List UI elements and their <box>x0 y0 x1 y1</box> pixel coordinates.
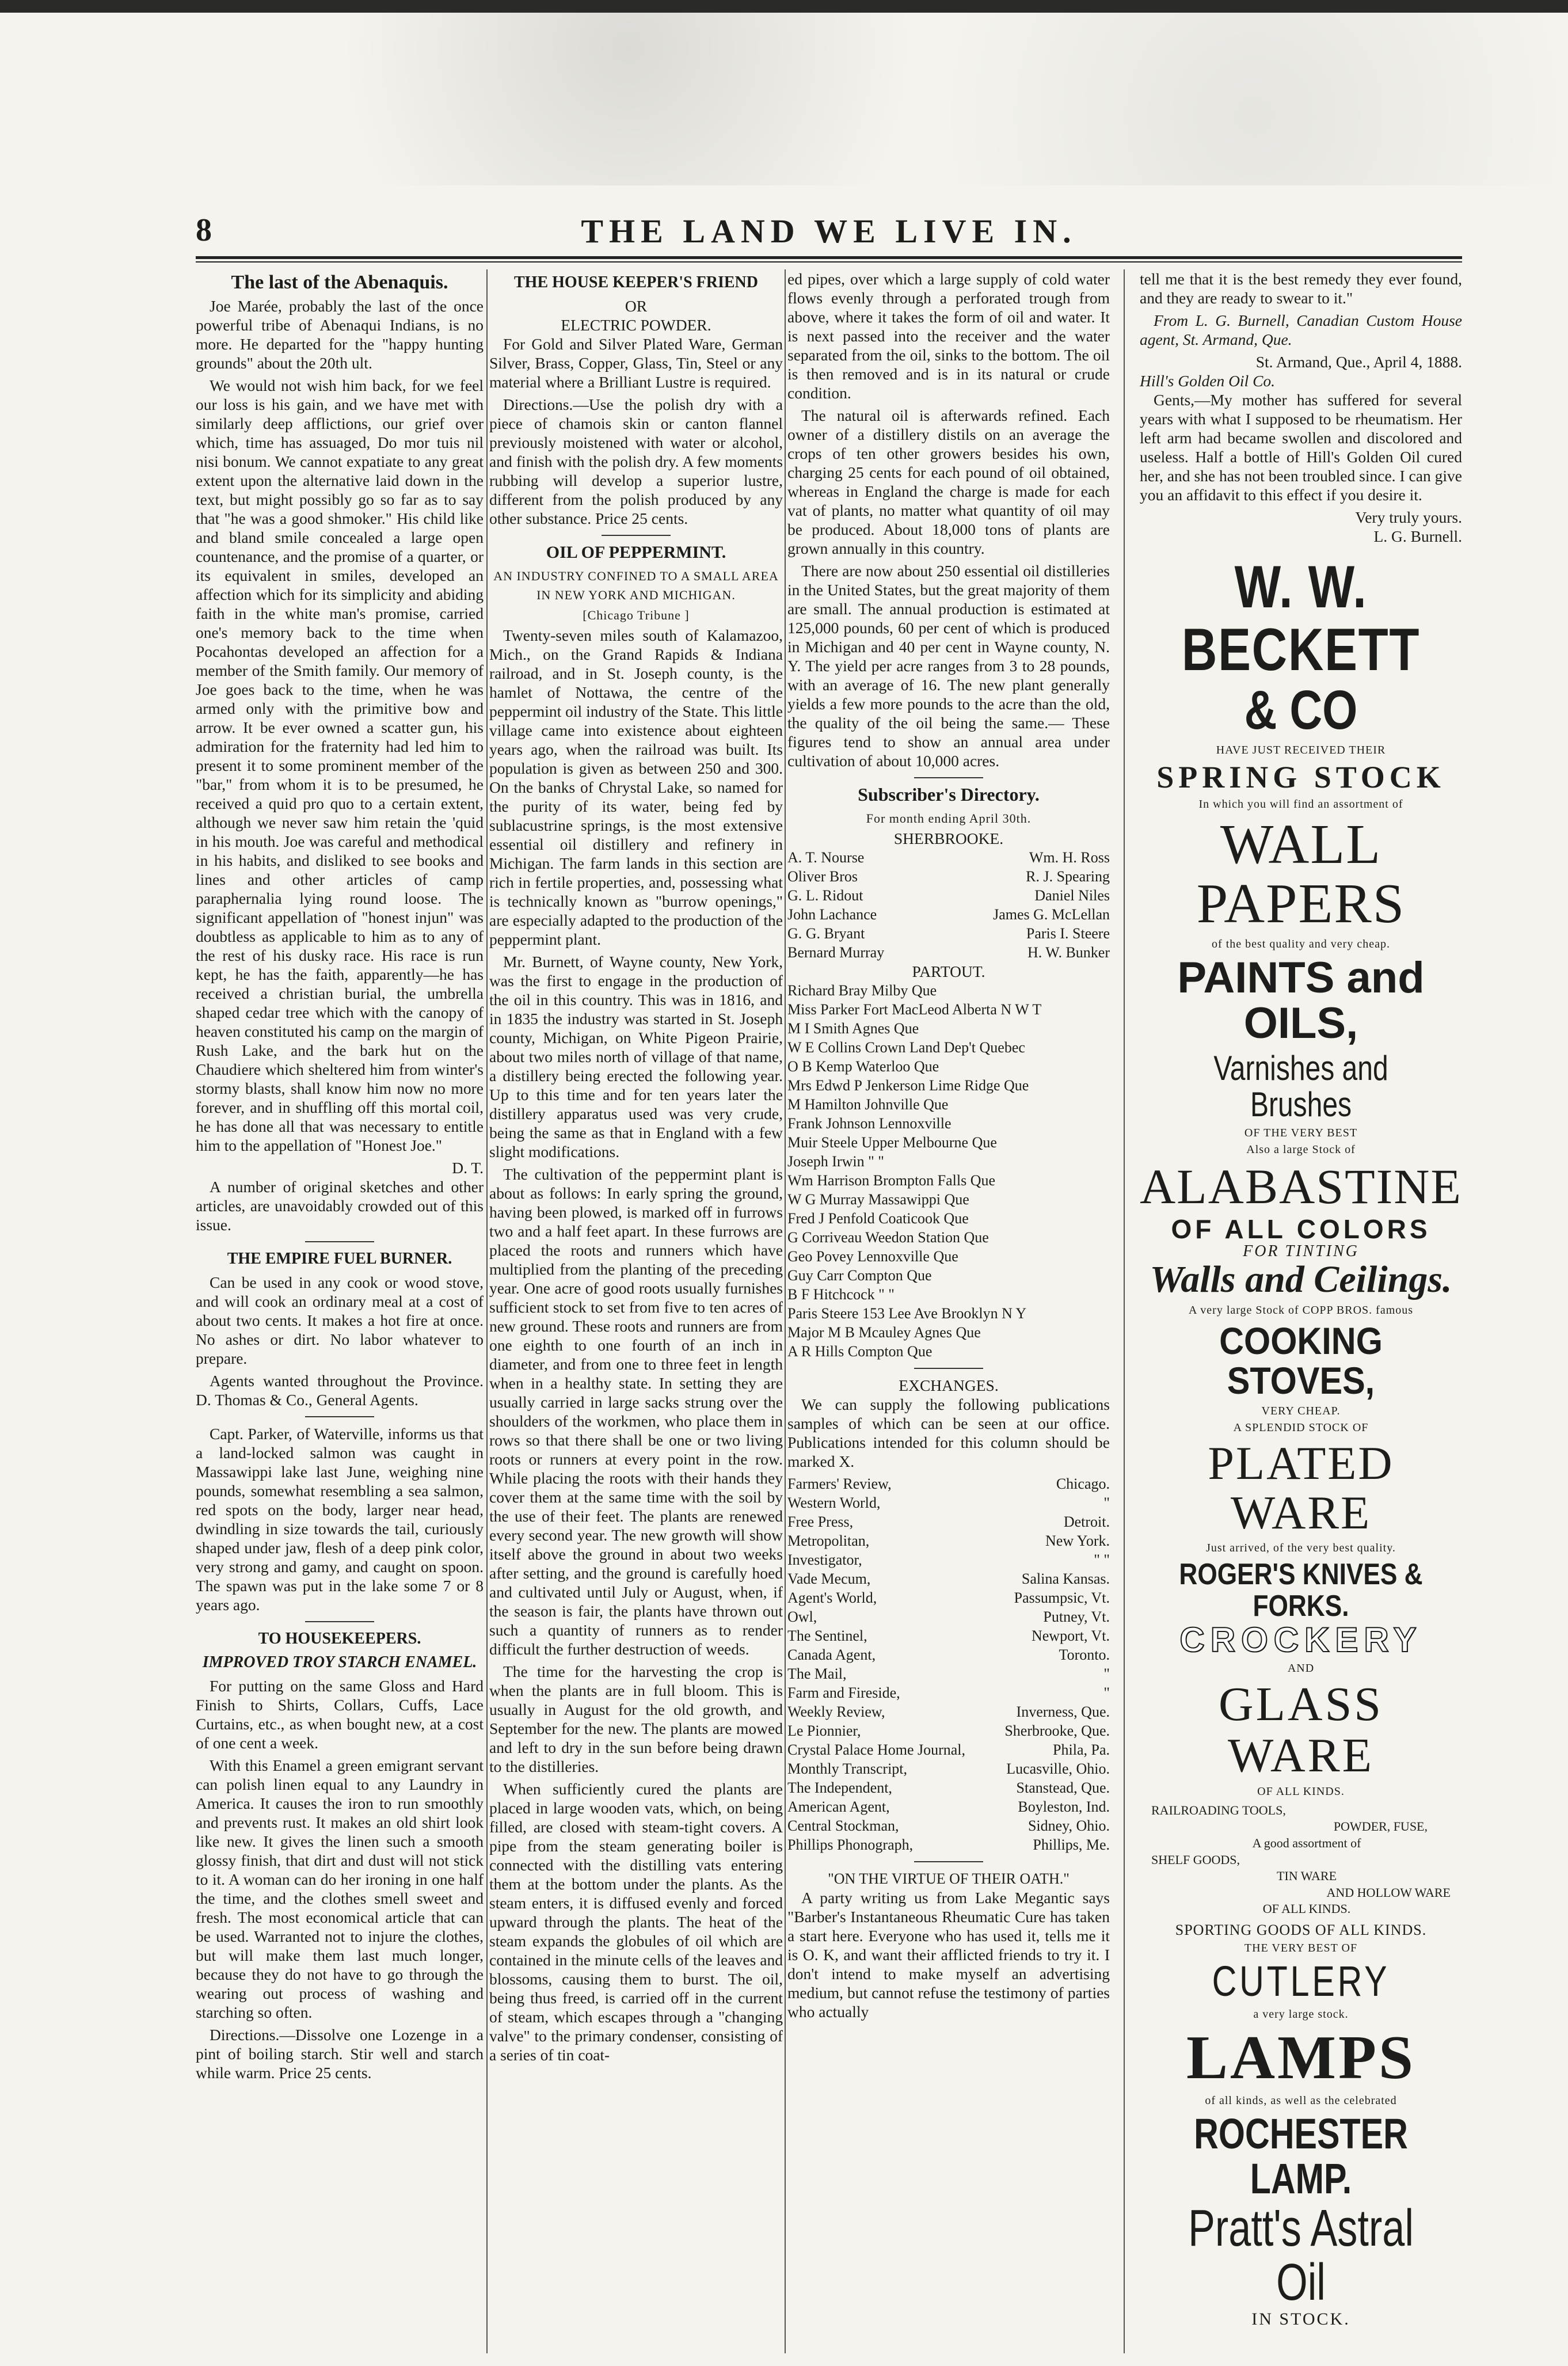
ad-all-colors: OF ALL COLORS <box>1171 1214 1431 1244</box>
column-divider <box>785 269 786 2353</box>
exchange-row <box>787 1778 1110 1797</box>
exchange-row-cell: Chicago. <box>1056 1475 1110 1492</box>
ad-glass-ware: GLASS WARE <box>1218 1677 1384 1782</box>
top-edge-band <box>0 0 1568 13</box>
ad-in-stock: IN STOCK. <box>1251 2309 1350 2329</box>
directory-title: Subscriber's Directory. <box>858 784 1040 805</box>
page-number: 8 <box>196 212 212 248</box>
exchange-row <box>787 1740 1110 1759</box>
oath-paragraph: A party writing us from Lake Megantic says "Barber's Instantaneous Rheumatic Cure has taken a start here. Everyone who has used it, tells me it is O. K, and want their afflicted friends to try it. I don't intend to make myself an advertising medium, but cannot refuse the testimony of parties who actually <box>787 1889 1110 2021</box>
exchange-row <box>787 1683 1110 1702</box>
friend-title: THE HOUSE KEEPER'S FRIEND <box>514 273 758 291</box>
sherbrooke-row-cell: G. G. Bryant <box>787 925 865 942</box>
exchange-row-cell: Farm and Fireside, <box>787 1684 900 1701</box>
ad-wall-papers: WALL PAPERS <box>1196 813 1406 935</box>
exchange-row-cell: Crystal Palace Home Journal, <box>787 1741 966 1758</box>
exchange-row-cell: Phillips Phonograph, <box>787 1836 914 1853</box>
partout-entry: Fred J Penfold Coaticook Que <box>787 1210 969 1227</box>
partout-list <box>787 981 1110 1361</box>
column-divider <box>486 269 488 2353</box>
ad-rail-line: SHELF GOODS, <box>1151 1852 1240 1867</box>
ad-very-best: OF THE VERY BEST <box>1244 1127 1358 1140</box>
exchange-row-cell: Agent's World, <box>787 1589 877 1606</box>
ad-rochester-lamp: ROCHESTER LAMP. <box>1194 2110 1408 2203</box>
exchange-row-cell: Detroit. <box>1063 1513 1110 1530</box>
exchange-row-cell: Central Stockman, <box>787 1817 899 1834</box>
peppermint-paragraph: The natural oil is afterwards refined. Each owner of a distillery distils on an average the crops of ten other growers besides his own, charging 25 cents for each pound of oil obtained, whereas in England the charge is made for each vat of plants, no matter what quantity of oil may be produced. About 18,000 tons of plants are grown annually in this country. <box>787 406 1110 557</box>
ad-sporting: SPORTING GOODS OF ALL KINDS. <box>1175 1922 1427 1939</box>
peppermint-paragraph: When sufficiently cured the plants are placed in large wooden vats, which, on being filled, are closed with steam-tight covers. A pipe from the steam generating boiler is connected with the distilling vats entering them at the bottom under the plants. As the steam enters, it is diffused evenly and forced upward through the plants. The heat of the steam expands the globules of oil which are contained in the minute cells of the leaves and blossoms, causing them to burst. The oil, being thus freed, is carried off in the current of steam, which escapes through a "changing valve" to the primary condenser, consisting of a series of tin coat- <box>489 1780 783 2064</box>
peppermint-subtitle: AN INDUSTRY CONFINED TO A SMALL AREA IN NEW YORK AND MICHIGAN. <box>493 569 779 602</box>
directory-sherbrooke: SHERBROOKE. <box>893 830 1004 847</box>
exchange-row <box>787 1493 1110 1512</box>
partout-entry: W E Collins Crown Land Dep't Quebec <box>787 1039 1025 1056</box>
exchange-row-cell: Canada Agent, <box>787 1646 876 1663</box>
ad-very-cheap: VERY CHEAP. <box>1261 1405 1341 1418</box>
exchange-row-cell: " <box>1103 1684 1110 1701</box>
friend-subtitle: ELECTRIC POWDER. <box>561 316 711 334</box>
exchange-row-cell: Le Pionnier, <box>787 1722 861 1739</box>
fuel-paragraph: Agents wanted throughout the Province. D. Thomas & Co., General Agents. <box>196 1372 484 1409</box>
oath-title: "ON THE VIRTUE OF THEIR OATH." <box>828 1870 1070 1887</box>
salmon-paragraph: Capt. Parker, of Waterville, informs us that a land-locked salmon was caught in Massawippi lake last June, weighing nine pounds, somewhat resembling a sea salmon, red spots on the body, larger near head, dwindling in size towards the tail, curiously shaped under jaw, flesh of a deep pink color, very strong and gamy, and caught on spoon. The spawn was put in the lake some 7 or 8 years ago. <box>196 1425 484 1614</box>
exchange-row <box>787 1550 1110 1569</box>
partout-entry: Miss Parker Fort MacLeod Alberta N W T <box>787 1001 1042 1018</box>
directory-partout: PARTOUT. <box>912 963 985 980</box>
ad-received: HAVE JUST RECEIVED THEIR <box>1216 744 1386 757</box>
exchange-row <box>787 1835 1110 1854</box>
sherbrooke-row <box>787 886 1110 905</box>
sherbrooke-row-cell: Daniel Niles <box>1034 887 1110 904</box>
exchange-row-cell: Monthly Transcript, <box>787 1760 908 1777</box>
page-header <box>196 212 1462 252</box>
ad-rail-line: AND HOLLOW WARE <box>1326 1885 1451 1900</box>
ad-rail-line: A good assortment of <box>1252 1836 1361 1851</box>
ad-lamps: LAMPS <box>1186 2023 1415 2092</box>
ad-varnishes: Varnishes and Brushes <box>1213 1049 1388 1124</box>
column-4 <box>1140 269 1462 2353</box>
ad-and: AND <box>1287 1662 1315 1675</box>
separator <box>914 1368 983 1369</box>
sherbrooke-row <box>787 867 1110 886</box>
exchange-row <box>787 1607 1110 1626</box>
column-3 <box>787 269 1110 2353</box>
exchange-row <box>787 1721 1110 1740</box>
partout-entry: Frank Johnson Lennoxville <box>787 1115 952 1132</box>
partout-entry: Major M B Mcauley Agnes Que <box>787 1324 981 1341</box>
abenaquis-title: The last of the Abenaquis. <box>231 272 448 293</box>
partout-entry: Wm Harrison Brompton Falls Que <box>787 1172 996 1189</box>
separator <box>602 535 671 536</box>
troy-paragraph: Directions.—Dissolve one Lozenge in a pint of boiling starch. Stir well and starch while warm. Price 25 cents. <box>196 2026 484 2082</box>
sherbrooke-row <box>787 905 1110 924</box>
oath-letter: Gents,—My mother has suffered for several years with what I supposed to be rheumatism. Her left arm had became swollen and discolored and useless. Half a bottle of Hill's Golden Oil cured her, and she has not been troubled since. I can give you an affidavit to this effect if you desire it. <box>1140 391 1462 504</box>
ad-all-kinds: OF ALL KINDS. <box>1257 1785 1345 1798</box>
housekeepers-title: TO HOUSEKEEPERS. <box>258 1630 421 1648</box>
friend-paragraph: For Gold and Silver Plated Ware, German Silver, Brass, Copper, Glass, Tin, Steel or any material where a Brilliant Lustre is required. <box>489 335 783 391</box>
sherbrooke-row-cell: R. J. Spearing <box>1026 868 1110 885</box>
exchange-row-cell: Passumpsic, Vt. <box>1014 1589 1110 1606</box>
peppermint-source: [Chicago Tribune ] <box>583 608 690 622</box>
exchange-row <box>787 1626 1110 1645</box>
sherbrooke-row-cell: John Lachance <box>787 906 877 923</box>
ad-rail-line: TIN WARE <box>1276 1869 1337 1884</box>
partout-entry: Mrs Edwd P Jenkerson Lime Ridge Que <box>787 1077 1029 1094</box>
column-divider <box>1124 269 1125 2353</box>
sherbrooke-list <box>787 848 1110 962</box>
peppermint-paragraph: Mr. Burnett, of Wayne county, New York, was the first to engage in the production of the oil in this country. This was in 1816, and in 1835 the industry was started in St. Joseph county, Michigan, on White Pigeon Prairie, about two miles north of village of that name, a distillery being erected the following year. Up to this time and for ten years later the distillery apparatus used was very crude, being the same as that in England with a few slight modifications. <box>489 953 783 1161</box>
troy-title: IMPROVED TROY STARCH ENAMEL. <box>202 1653 477 1671</box>
exchange-row-cell: " <box>1103 1494 1110 1511</box>
exchange-row-cell: American Agent, <box>787 1798 890 1815</box>
sherbrooke-row-cell: Bernard Murray <box>787 944 885 961</box>
header-rule-thin <box>196 261 1462 263</box>
exchange-row-cell: Free Press, <box>787 1513 854 1530</box>
crowded-notice: A number of original sketches and other articles, are unavoidably crowded out of this issue. <box>196 1178 484 1234</box>
ad-walls-ceilings: Walls and Ceilings. <box>1150 1258 1452 1301</box>
ad-copp: A very large Stock of COPP BROS. famous <box>1188 1303 1414 1317</box>
sherbrooke-row-cell: Paris I. Steere <box>1026 925 1110 942</box>
ad-rogers-knives: ROGER'S KNIVES & FORKS. <box>1179 1558 1423 1623</box>
exchange-row <box>787 1512 1110 1531</box>
exchange-row-cell: Phila, Pa. <box>1053 1741 1110 1758</box>
partout-entry: Richard Bray Milby Que <box>787 982 937 999</box>
separator <box>305 1241 374 1242</box>
beckett-advertisement <box>1140 556 1462 2328</box>
oath-signature: L. G. Burnell. <box>1373 527 1462 545</box>
partout-entry: Paris Steere 153 Lee Ave Brooklyn N Y <box>787 1305 1027 1322</box>
sherbrooke-row-cell: Wm. H. Ross <box>1029 849 1110 866</box>
exchange-row-cell: New York. <box>1045 1532 1110 1549</box>
exchange-row <box>787 1569 1110 1588</box>
exchange-row-cell: Owl, <box>787 1608 817 1625</box>
exchanges-title: EXCHANGES. <box>899 1376 999 1394</box>
ad-cooking-stoves: COOKING STOVES, <box>1219 1319 1383 1402</box>
exchange-row <box>787 1645 1110 1664</box>
oath-paragraph: tell me that it is the best remedy they ever found, and they are ready to swear to it." <box>1140 270 1462 307</box>
exchange-row-cell: Putney, Vt. <box>1043 1608 1110 1625</box>
peppermint-paragraph: The cultivation of the peppermint plant is about as follows: In early spring the ground, having been plowed, is marked off in furrows two and a half feet apart. In these furrows are placed the roots and runners which have multiplied from the planting of the preceding year. One acre of good roots usually furnishes sufficient stock to set from five to ten acres of new ground. These roots and runners are from one eighth to one fourth of an inch in diameter, and from one to three feet in length when in a healthy state. In setting they are usually carried in large sacks strung over the shoulders of the workmen, who place them in rows so that there shall be one or two living roots or runners at every point in the row. While placing the roots with their hands they cover them at the same time with the soil by the use of their feet. The plants are renewed every second year. The new growth will show itself above the ground in about two weeks after setting, and the ground is carefully hoed and cultivated until July or August, when, if the season is fair, the plants have thrown out such a quantity of runners as to render difficult the further destruction of weeds. <box>489 1165 783 1658</box>
peppermint-paragraph: Twenty-seven miles south of Kalamazoo, Mich., on the Grand Rapids & Indiana railroad, and in St. Joseph county, is the hamlet of Nottawa, the centre of the peppermint oil industry of the State. This little village came into existence about eighteen years ago, when the railroad was built. Its population is given as between 250 and 300. On the banks of Chrystal Lake, so named for the purity of its water, being fed by sublacustrine springs, is the most extensive essential oil distillery and refinery in Michigan. The farm lands in this section are rich in fertile properties, and, possessing what is technically known as "burrow openings," are especially adapted to the production of the peppermint plant. <box>489 626 783 948</box>
abenaquis-paragraph: Joe Marée, probably the last of the once powerful tribe of Abenaqui Indians, is no more. He departed for the "happy hunting grounds" about the 20th ult. <box>196 297 484 372</box>
exchange-row-cell: Weekly Review, <box>787 1703 885 1720</box>
troy-paragraph: With this Enamel a green emigrant servant can polish linen equal to any Laundry in America. It causes the iron to run smoothly and prevents rust. It makes an old shirt look like new. It gives the linen such a smooth glossy finish, that dirt and dust will not stick to it. A woman can do her ironing in one half the time, and the clothes smell sweet and fresh. The most economical article that can be used. Warranted not to injure the clothes, but will make them last much longer, because they do not have to go through the wearing out process of washing and starching so often. <box>196 1756 484 2021</box>
exchanges-list <box>787 1474 1110 1854</box>
exchange-row-cell: Toronto. <box>1059 1646 1110 1663</box>
ad-just-arrived: Just arrived, of the very best quality. <box>1206 1542 1396 1555</box>
sherbrooke-row-cell: Oliver Bros <box>787 868 858 885</box>
exchange-row-cell: Sherbrooke, Que. <box>1004 1722 1110 1739</box>
paper-speckle <box>0 13 1568 185</box>
exchanges-intro: We can supply the following publications samples of which can be seen at our office. Publications intended for this column should be marked X. <box>787 1395 1110 1470</box>
peppermint-paragraph: There are now about 250 essential oil distilleries in the United States, but the great majority of them are small. The annual production is estimated at 125,000 pounds, 60 per cent of which is produced in Michigan and 40 per cent in Wayne county, N. Y. The yield per acre ranges from 3 to 28 pounds, with an average of 16. The new plant generally yields a few more pounds to the acre than the old, the quality of the oil being the same.— These figures tend to show an annual area under cultivation of about 10,000 acres. <box>787 562 1110 770</box>
partout-entry: O B Kemp Waterloo Que <box>787 1058 939 1075</box>
exchange-row <box>787 1797 1110 1816</box>
ad-paints-oils: PAINTS and OILS, <box>1177 953 1425 1048</box>
exchange-row <box>787 1816 1110 1835</box>
peppermint-paragraph: The time for the harvesting the crop is when the plants are in full bloom. This is usually in August for the old growth, and September for the new. The plants are mowed and left to dry in the sun before being drawn to the distilleries. <box>489 1663 783 1775</box>
partout-entry: Geo Povey Lennoxville Que <box>787 1248 958 1265</box>
partout-entry: B F Hitchcock " " <box>787 1286 895 1303</box>
exchange-row <box>787 1474 1110 1493</box>
oath-place: St. Armand, Que., April 4, 1888. <box>1255 353 1462 371</box>
ad-tinting: FOR TINTING <box>1243 1242 1359 1260</box>
ad-lamp-kinds: of all kinds, as well as the celebrated <box>1205 2094 1397 2108</box>
exchange-row-cell: Stanstead, Que. <box>1016 1779 1110 1796</box>
abenaquis-paragraph: We would not wish him back, for we feel our loss is his gain, and we have met with similarly deep afflictions, our grief over which, time has assuaged, Do mor tuis nil nisi bonum. We cannot expatiate to any great extent upon the alternative laid down in the text, but might possibly go so far as to say that "he was a good shmoker." His child like and bland smile concealed a large open countenance, and the promise of a quarter, or its equivalent in smiles, developed an affection which for its simplicity and abiding faith in the white man's promise, carried one's memory back to the time when Pocahontas developed an affection for a member of the Smith family. Our memory of Joe goes back to the time, when he was armed only with the primitive bow and arrow. It be ever owned a scatter gun, his admiration for the fraternity had led him to present it to some prominent member of the "bar," from whom it is to be presumed, he received a quid pro quo to a certain extent, although we never saw him retain the 'quid in his mouth. Joe was careful and methodical in his habits, and disliked to see books and lines and other articles of camp paraphernalia lying round loose. The significant appellation of "honest injun" was doubtless as applicable to him as to any of the rest of his dusky race. His race is run kept, he has the faith, apparently—he has received a christian burial, the umbrella shaped cedar tree which with the canopy of heaven constituted his camp on the margin of Rush Lake, and the bark hut on the Chaudiere which sheltered him from winter's stormy blasts, shall know him now no more forever, and in shuffling off this mortal coil, he has done all that was necessary to entitle him to the appellation of "Honest Joe." <box>196 376 484 1154</box>
ad-alabastine: ALABASTINE <box>1140 1159 1462 1215</box>
ad-company-name: W. W. BECKETT <box>1181 554 1421 684</box>
fuel-title: THE EMPIRE FUEL BURNER. <box>227 1250 452 1268</box>
exchange-row-cell: " " <box>1094 1551 1110 1568</box>
exchange-row-cell: Phillips, Me. <box>1033 1836 1110 1853</box>
column-1 <box>196 269 484 2353</box>
troy-paragraph: For putting on the same Gloss and Hard Finish to Shirts, Collars, Cuffs, Lace Curtains, etc., as when bought new, at a cost of one cent a week. <box>196 1677 484 1752</box>
abenaquis-signature: D. T. <box>452 1159 484 1177</box>
partout-entry: Muir Steele Upper Melbourne Que <box>787 1134 997 1151</box>
ad-plated-ware: PLATED WARE <box>1208 1437 1394 1539</box>
partout-entry: M Hamilton Johnville Que <box>787 1096 949 1113</box>
ad-railroading <box>1140 1802 1462 1918</box>
peppermint-title: OIL OF PEPPERMINT. <box>546 543 726 562</box>
exchange-row-cell: Vade Mecum, <box>787 1570 871 1587</box>
peppermint-paragraph: ed pipes, over which a large supply of cold water flows evenly through a perforated trough from above, where it takes the form of oil and water. It is next passed into the receiver and the water separated from the oil, sinks to the bottom. The oil is then removed and is in its natural or crude condition. <box>787 270 1110 402</box>
exchange-row-cell: Investigator, <box>787 1551 862 1568</box>
page-title: THE LAND WE LIVE IN. <box>581 212 1077 250</box>
exchange-row-cell: Metropolitan, <box>787 1532 870 1549</box>
exchange-row-cell: The Independent, <box>787 1779 892 1796</box>
partout-entry: G Corriveau Weedon Station Que <box>787 1229 989 1246</box>
partout-entry: Joseph Irwin " " <box>787 1153 884 1170</box>
ad-assortment: In which you will find an assortment of <box>1198 797 1403 811</box>
ad-rail-line: RAILROADING TOOLS, <box>1151 1802 1286 1817</box>
sherbrooke-row-cell: A. T. Nourse <box>787 849 865 866</box>
oath-from: From L. G. Burnell, Canadian Custom House agent, St. Armand, Que. <box>1140 311 1462 348</box>
exchange-row <box>787 1702 1110 1721</box>
friend-or: OR <box>625 297 648 315</box>
ad-large-stock: a very large stock. <box>1253 2008 1349 2021</box>
exchange-row-cell: Newport, Vt. <box>1031 1627 1110 1644</box>
sherbrooke-row-cell: H. W. Bunker <box>1027 944 1110 961</box>
ad-quality: of the best quality and very cheap. <box>1212 937 1390 950</box>
sherbrooke-row-cell: James G. McLellan <box>993 906 1110 923</box>
directory-month: For month ending April 30th. <box>866 811 1032 826</box>
fuel-paragraph: Can be used in any cook or wood stove, and will cook an ordinary meal at a cost of about two cents. It makes a hot fire at once. No ashes or dirt. No labor whatever to prepare. <box>196 1273 484 1367</box>
separator <box>914 777 983 778</box>
exchange-row <box>787 1759 1110 1778</box>
sherbrooke-row <box>787 943 1110 962</box>
exchange-row-cell: Western World, <box>787 1494 881 1511</box>
ad-company-co: & CO <box>1244 679 1358 741</box>
sherbrooke-row <box>787 924 1110 943</box>
ad-rail-line: POWDER, FUSE, <box>1333 1819 1428 1834</box>
exchange-row-cell: Farmers' Review, <box>787 1475 892 1492</box>
separator <box>305 1621 374 1622</box>
oath-close: Very truly yours. <box>1355 508 1462 526</box>
partout-entry: A R Hills Compton Que <box>787 1343 933 1360</box>
ad-very-best-of: THE VERY BEST OF <box>1244 1942 1358 1955</box>
ad-also: Also a large Stock of <box>1246 1143 1356 1157</box>
exchange-row-cell: Inverness, Que. <box>1016 1703 1110 1720</box>
separator <box>305 1416 374 1417</box>
partout-entry: W G Murray Massawippi Que <box>787 1191 969 1208</box>
ad-pratts-oil: Pratt's Astral Oil <box>1188 2199 1414 2312</box>
exchange-row <box>787 1664 1110 1683</box>
column-2 <box>489 269 783 2353</box>
partout-entry: Guy Carr Compton Que <box>787 1267 932 1284</box>
ad-rail-line: OF ALL KINDS. <box>1262 1901 1351 1916</box>
ad-splendid: A SPLENDID STOCK OF <box>1233 1421 1369 1435</box>
ad-cutlery: CUTLERY <box>1212 1957 1390 2006</box>
exchange-row-cell: The Sentinel, <box>787 1627 867 1644</box>
exchange-row <box>787 1531 1110 1550</box>
oath-to: Hill's Golden Oil Co. <box>1140 372 1276 390</box>
friend-paragraph: Directions.—Use the polish dry with a piece of chamois skin or canton flannel previously moistened with water or alcohol, and finish with the polish dry. A few moments rubbing will develop a superior lustre, different from the polish produced by any other substance. Price 25 cents. <box>489 395 783 527</box>
exchange-row-cell: The Mail, <box>787 1665 847 1682</box>
exchange-row-cell: Salina Kansas. <box>1021 1570 1110 1587</box>
ad-spring-stock: SPRING STOCK <box>1156 760 1445 795</box>
exchange-row-cell: Lucasville, Ohio. <box>1006 1760 1110 1777</box>
sherbrooke-row <box>787 848 1110 867</box>
exchange-row-cell: " <box>1103 1665 1110 1682</box>
separator <box>914 1861 983 1862</box>
partout-entry: M I Smith Agnes Que <box>787 1020 919 1037</box>
ad-crockery: CROCKERY <box>1179 1621 1422 1660</box>
exchange-row-cell: Boyleston, Ind. <box>1018 1798 1110 1815</box>
exchange-row <box>787 1588 1110 1607</box>
exchange-row-cell: Sidney, Ohio. <box>1027 1817 1110 1834</box>
header-rule <box>196 256 1462 259</box>
sherbrooke-row-cell: G. L. Ridout <box>787 887 863 904</box>
